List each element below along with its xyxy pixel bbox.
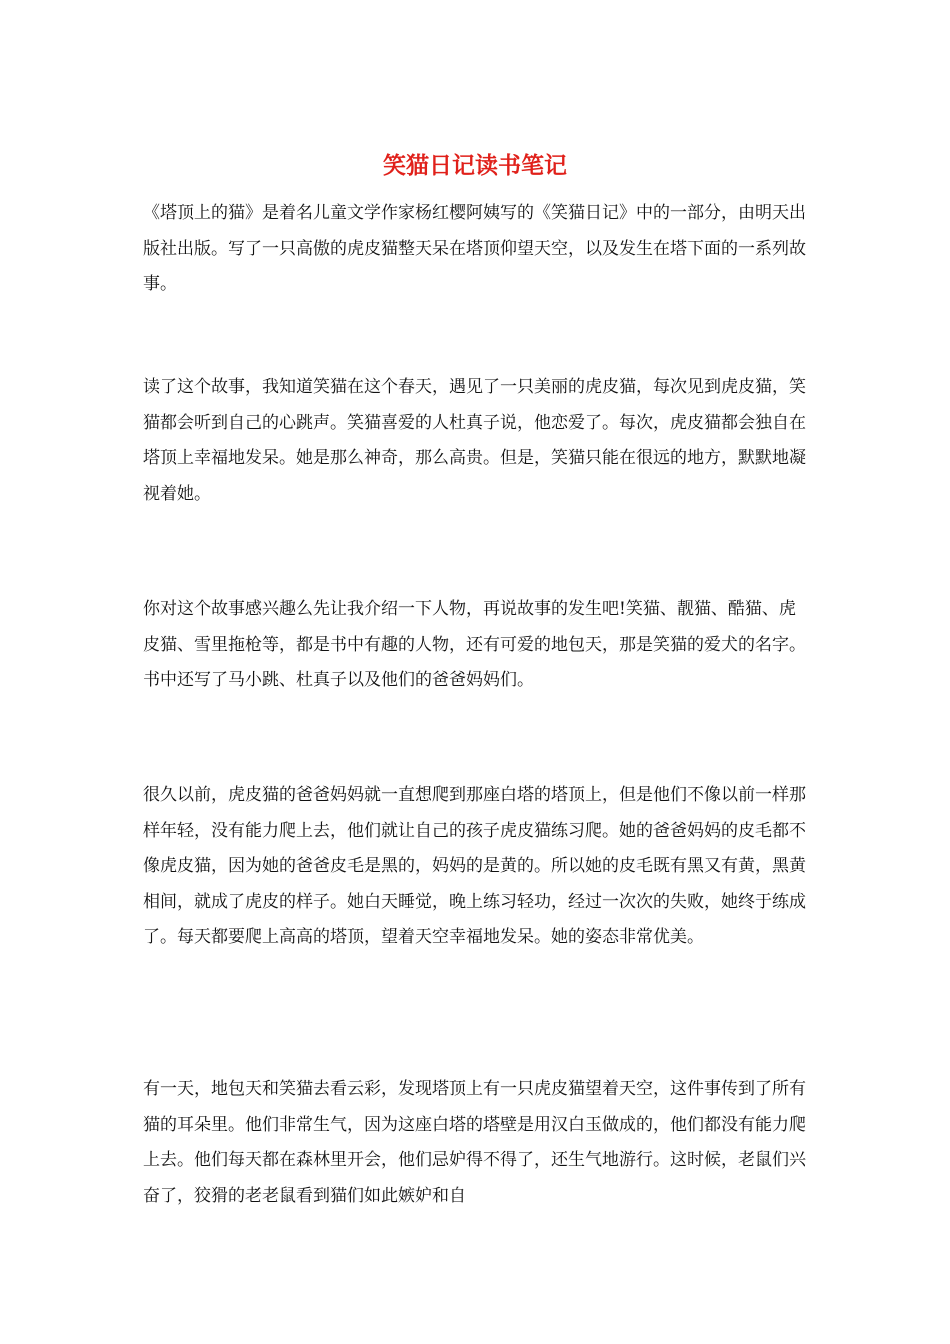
paragraph-3: 你对这个故事感兴趣么先让我介绍一下人物，再说故事的发生吧!笑猫、靓猫、酷猫、虎皮猫、雪里拖枪等，都是书中有趣的人物，还有可爱的地包天，那是笑猫的爱犬的名字。书中还写了马小跳、杜真子以及他们的爸爸妈妈们。 [143,599,806,690]
paragraph-intro: 《塔顶上的猫》是着名儿童文学作家杨红樱阿姨写的《笑猫日记》中的一部分，由明天出版社出版。写了一只高傲的虎皮猫整天呆在塔顶仰望天空，以及发生在塔下面的一系列故事。 [143,203,806,294]
paragraph-5: 有一天，地包天和笑猫去看云彩，发现塔顶上有一只虎皮猫望着天空，这件事传到了所有猫的耳朵里。他们非常生气，因为这座白塔的塔壁是用汉白玉做成的，他们都没有能力爬上去。他们每天都在森林里开会，他们忌妒得不得了，还生气地游行。这时候，老鼠们兴奋了，狡猾的老老鼠看到猫们如此嫉妒和自 [143,1079,806,1206]
paragraph-2: 读了这个故事，我知道笑猫在这个春天，遇见了一只美丽的虎皮猫，每次见到虎皮猫，笑猫都会听到自己的心跳声。笑猫喜爱的人杜真子说，他恋爱了。每次，虎皮猫都会独自在塔顶上幸福地发呆。她是那么神奇，那么高贵。但是，笑猫只能在很远的地方，默默地凝视着她。 [143,377,806,504]
paragraph-4: 很久以前，虎皮猫的爸爸妈妈就一直想爬到那座白塔的塔顶上，但是他们不像以前一样那样年轻，没有能力爬上去，他们就让自己的孩子虎皮猫练习爬。她的爸爸妈妈的皮毛都不像虎皮猫，因为她的爸爸皮毛是黑的，妈妈的是黄的。所以她的皮毛既有黑又有黄，黑黄相间，就成了虎皮的样子。她白天睡觉，晚上练习轻功，经过一次次的失败，她终于练成了。每天都要爬上高高的塔顶，望着天空幸福地发呆。她的姿态非常优美。 [143,785,806,947]
document-title: 笑猫日记读书笔记 [383,152,567,179]
